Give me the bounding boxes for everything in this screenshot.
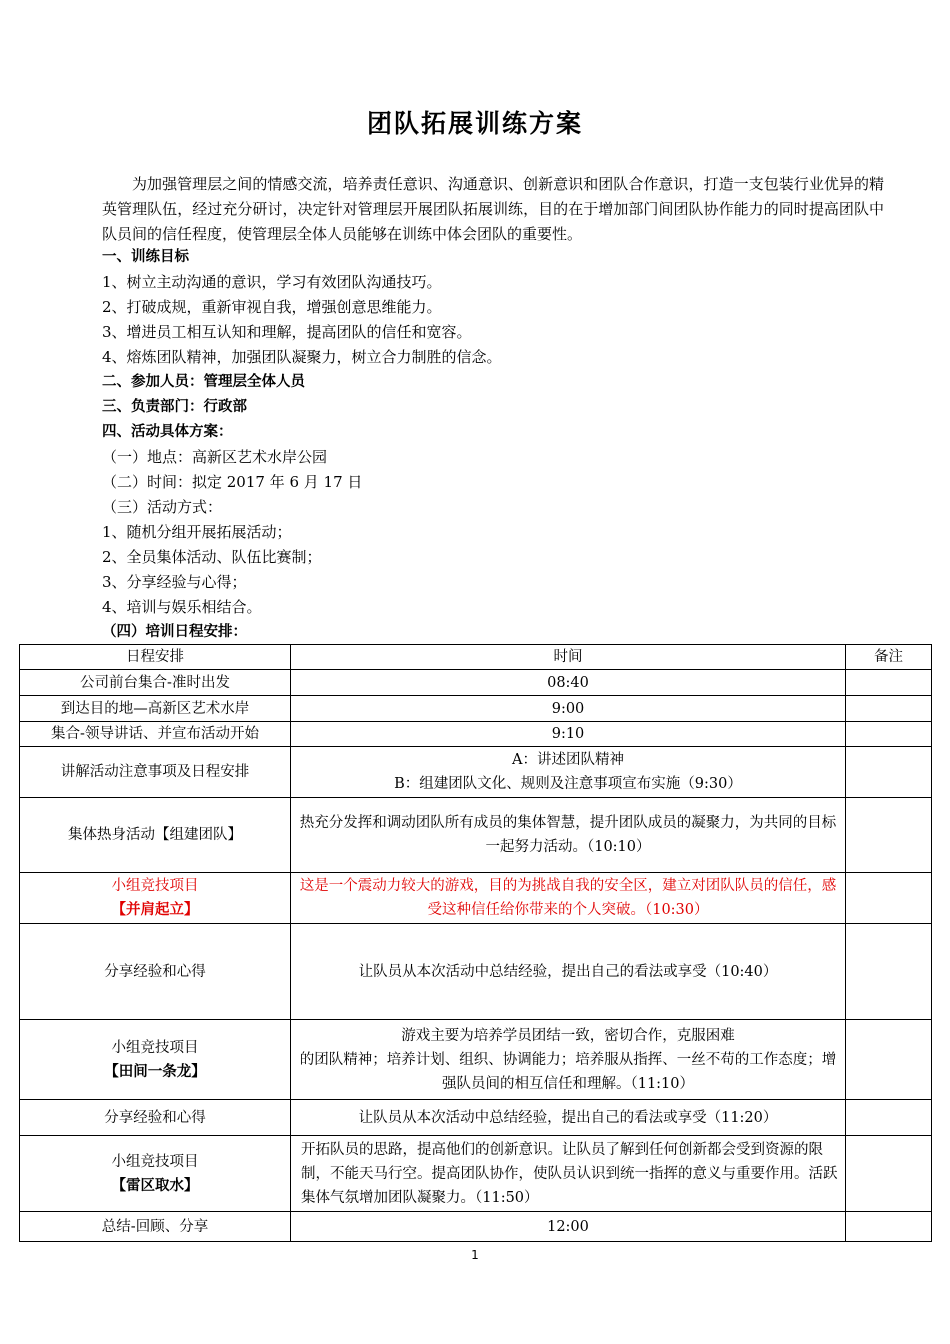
schedule-item: 到达目的地—高新区艺术水岸 [20,696,291,722]
column-header-schedule: 日程安排 [20,645,291,670]
goal-item: 1、树立主动沟通的意识，学习有效团队沟通技巧。 [102,273,442,291]
schedule-item: 分享经验和心得 [20,924,291,1020]
table-row [20,1100,932,1136]
page-number: 1 [471,1248,479,1262]
method-heading: （三）活动方式： [102,498,223,516]
remarks-cell [846,696,932,722]
goal-item: 2、打破成规，重新审视自我，增强创意思维能力。 [102,298,442,316]
remarks-cell [846,747,932,798]
location-line: （一）地点：高新区艺术水岸公园 [102,448,328,466]
remarks-cell [846,1136,932,1212]
time-line-b: B：组建团队文化、规则及注意事项宣布实施（9:30） [394,776,742,792]
schedule-item: 集合-领导讲话、并宣布活动开始 [20,722,291,747]
schedule-item: 分享经验和心得 [20,1100,291,1136]
schedule-time: 让队员从本次活动中总结经验，提出自己的看法或享受（10:40） [291,924,846,1020]
schedule-item [20,1136,291,1212]
remarks-cell [846,1100,932,1136]
schedule-item [20,1020,291,1100]
document-title: 团队拓展训练方案 [366,109,583,138]
table-row [20,670,932,696]
method-item: 3、分享经验与心得； [102,573,247,591]
document-body [102,245,892,645]
table-row [20,1212,932,1242]
schedule-time: 9:10 [291,722,846,747]
goal-item: 4、熔炼团队精神，加强团队凝聚力，树立合力制胜的信念。 [102,348,502,366]
remarks-cell [846,873,932,924]
schedule-item: 讲解活动注意事项及日程安排 [20,747,291,798]
schedule-time: 08:40 [291,670,846,696]
schedule-time [291,1020,846,1100]
schedule-item: 公司前台集合-准时出发 [20,670,291,696]
plan-heading: 四、活动具体方案： [102,424,233,440]
item-line-b: 【并肩起立】 [111,902,199,918]
method-item: 1、随机分组开展拓展活动； [102,523,292,541]
schedule-time: 这是一个震动力较大的游戏，目的为挑战自我的安全区，建立对团队队员的信任，感受这种信任给你带来的个人突破。（10:30） [291,873,846,924]
schedule-item [20,873,291,924]
item-line-a: 小组竞技项目 [111,1153,199,1170]
item-line-a: 小组竞技项目 [111,878,199,894]
schedule-item: 总结-回顾、分享 [20,1212,291,1242]
participants-heading: 二、参加人员：管理层全体人员 [102,374,305,390]
table-row [20,1020,932,1100]
table-row [20,722,932,747]
remarks-cell [846,722,932,747]
schedule-time: 9:00 [291,696,846,722]
method-item: 4、培训与娱乐相结合。 [102,598,262,616]
department-heading: 三、负责部门：行政部 [102,399,247,415]
schedule-time: 开拓队员的思路，提高他们的创新意识。让队员了解到任何创新都会受到资源的限制，不能天马行空。提高团队协作，使队员认识到统一指挥的意义与重要作用。活跃集体气氛增加团队凝聚力。（11:50） [291,1136,846,1212]
remarks-cell [846,798,932,873]
remarks-cell [846,1020,932,1100]
table-header-row [20,645,932,670]
goal-heading: 一、训练目标 [102,249,189,265]
item-line-a: 小组竞技项目 [111,1039,199,1056]
table-row [20,696,932,722]
time-line-a: 游戏主要为培养学员团结一致，密切合作，克服困难 [401,1027,735,1044]
column-header-time: 时间 [291,645,846,670]
schedule-item: 集体热身活动【组建团队】 [20,798,291,873]
table-row [20,924,932,1020]
item-line-b: 【雷区取水】 [111,1177,199,1194]
table-row [20,1136,932,1212]
time-line-a: A：讲述团队精神 [512,752,624,768]
schedule-time: 热充分发挥和调动团队所有成员的集体智慧，提升团队成员的凝聚力，为共同的目标一起努力活动。（10:10） [291,798,846,873]
time-line-b: 的团队精神；培养计划、组织、协调能力；培养服从指挥、一丝不苟的工作态度；增强队员间的相互信任和理解。（11:10） [299,1051,837,1092]
schedule-table [19,644,932,1242]
time-line: （二）时间：拟定 2017 年 6 月 17 日 [102,473,363,491]
schedule-time [291,747,846,798]
goal-item: 3、增进员工相互认知和理解，提高团队的信任和宽容。 [102,323,472,341]
column-header-remarks: 备注 [846,645,932,670]
table-row [20,873,932,924]
item-line-b: 【田间一条龙】 [104,1063,206,1080]
remarks-cell [846,670,932,696]
schedule-time: 让队员从本次活动中总结经验，提出自己的看法或享受（11:20） [291,1100,846,1136]
method-item: 2、全员集体活动、队伍比赛制； [102,548,322,566]
table-row [20,747,932,798]
remarks-cell [846,1212,932,1242]
schedule-heading: （四）培训日程安排： [102,624,247,640]
schedule-time: 12:00 [291,1212,846,1242]
table-row [20,798,932,873]
intro-paragraph: 为加强管理层之间的情感交流，培养责任意识、沟通意识、创新意识和团队合作意识，打造一支包装行业优异的精英管理队伍，经过充分研讨，决定针对管理层开展团队拓展训练，目的在于增加部门间团队协作能力的同时提高团队中队员间的信任程度，使管理层全体人员能够在训练中体会团队的重要性。 [102,175,884,243]
remarks-cell [846,924,932,1020]
